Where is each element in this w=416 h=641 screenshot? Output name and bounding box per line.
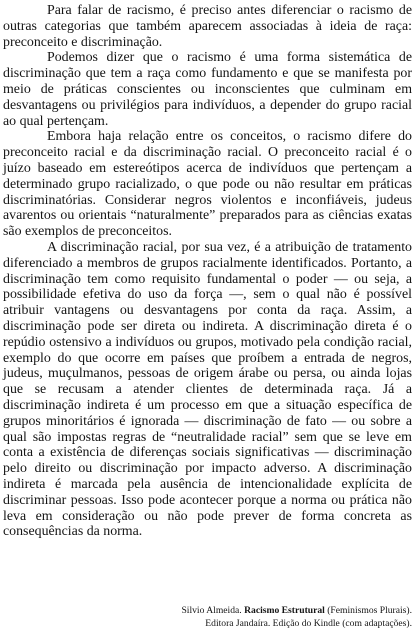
- paragraph-2: Podemos dizer que o racismo é uma forma sistemática de discriminação que tem a raça como fundamento e que se manifesta por meio de práticas conscientes ou inconscientes que culminam em desvantagens ou privilégios para indivíduos, a depender do grupo racial ao qual pertençam.: [3, 50, 412, 129]
- paragraph-4: A discriminação racial, por sua vez, é a atribuição de tratamento diferenciado a membros de grupos racialmente identificados. Portanto, a discriminação tem como requisito fundamental o poder — ou seja, a possibilidade efetiva do uso da força —, sem o qual não é possível atribuir vantagens ou desvantagens por conta da raça. Assim, a discriminação pode ser direta ou indireta. A discriminação direta é o repúdio ostensivo a indivíduos ou grupos, motivado pela condição racial, exemplo do que ocorre em países que proíbem a entrada de negros, judeus, muçulmanos, pessoas de origem árabe ou persa, ou ainda lojas que se recusam a atender clientes de determinada raça. Já a discriminação indireta é um processo em que a situação específica de grupos minoritários é ignorada — discriminação de fato — ou sobre a qual são impostas regras de “neutralidade racial” sem que se leve em conta a existência de diferenças sociais significativas — discriminação pelo direito ou discriminação por impacto adverso. A discriminação indireta é marcada pela ausência de intencionalidade explícita de discriminar pessoas. Isso pode acontecer porque a norma ou prática não leva em consideração ou não pode prever de forma concreta as consequências da norma.: [3, 239, 412, 540]
- source-author: Silvio Almeida.: [181, 605, 245, 616]
- article-body: [3, 3, 412, 540]
- paragraph-3: Embora haja relação entre os conceitos, o racismo difere do preconceito racial e da discriminação racial. O preconceito racial é o juízo baseado em estereótipos acerca de indivíduos que pertençam a determinado grupo racializado, o que pode ou não resultar em práticas discriminatórias. Considerar negros violentos e inconfiáveis, judeus avarentos ou orientais “naturalmente” preparados para as ciências exatas são exemplos de preconceitos.: [3, 129, 412, 240]
- source-details-line2: Editora Jandaíra. Edição do Kindle (com adaptações).: [205, 617, 412, 629]
- paragraph-1: Para falar de racismo, é preciso antes diferenciar o racismo de outras categorias que também aparecem associadas à ideia de raça: preconceito e discriminação.: [3, 3, 412, 50]
- source-citation: [92, 605, 412, 630]
- source-details-line1: (Feminismos Plurais).: [324, 605, 412, 616]
- source-title: Racismo Estrutural: [244, 605, 325, 616]
